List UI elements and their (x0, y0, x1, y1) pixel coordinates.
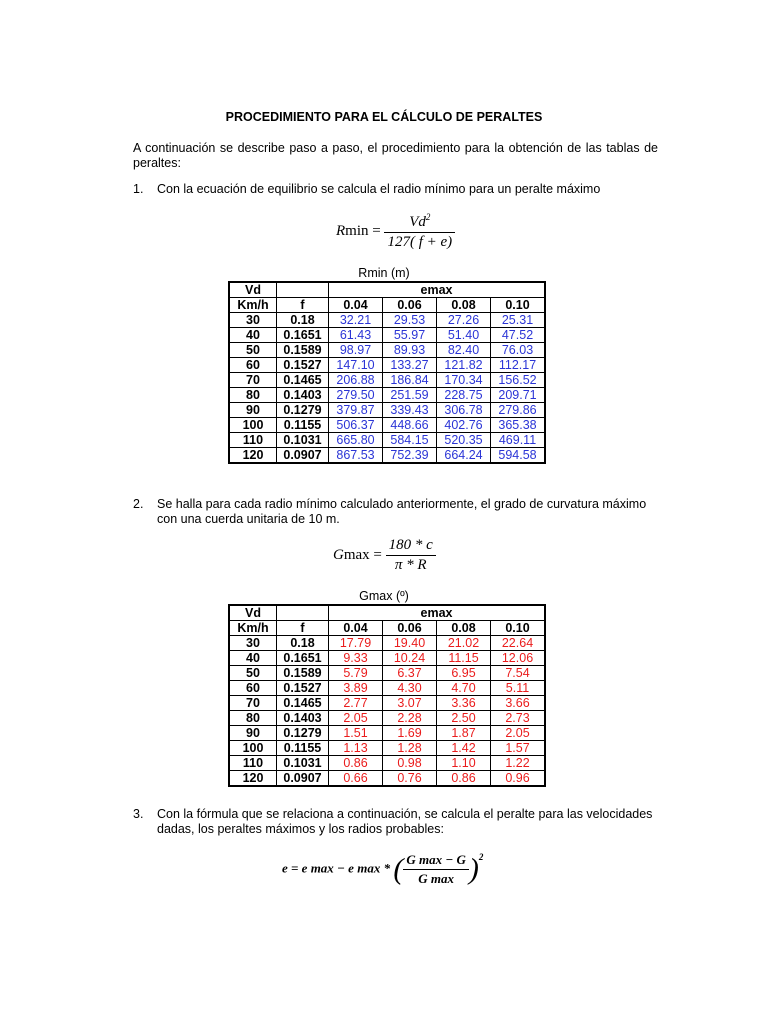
cell-value: 379.87 (329, 403, 383, 418)
cell-value: 19.40 (383, 636, 437, 651)
table1-caption: Rmin (m) (358, 266, 410, 280)
cell-vd: 90 (229, 726, 277, 741)
cell-f: 0.1527 (277, 681, 329, 696)
cell-value: 228.75 (437, 388, 491, 403)
cell-vd: 80 (229, 388, 277, 403)
cell-value: 21.02 (437, 636, 491, 651)
cell-value: 1.42 (437, 741, 491, 756)
header-f: f (277, 298, 329, 313)
header-f: f (277, 621, 329, 636)
header-emax-col: 0.04 (329, 621, 383, 636)
gmax-table-body (229, 636, 545, 787)
cell-value: 665.80 (329, 433, 383, 448)
cell-value: 365.38 (491, 418, 546, 433)
cell-value: 469.11 (491, 433, 546, 448)
formula-gmax (333, 537, 436, 574)
cell-vd: 50 (229, 666, 277, 681)
rmin-table-body (229, 313, 545, 464)
cell-value: 584.15 (383, 433, 437, 448)
cell-value: 0.66 (329, 771, 383, 787)
cell-vd: 110 (229, 433, 277, 448)
cell-value: 6.95 (437, 666, 491, 681)
cell-value: 4.30 (383, 681, 437, 696)
formula-peralte-fraction: $\frac{\text{G max − G}}{\text{G max}}$ (403, 852, 469, 887)
cell-value: 2.50 (437, 711, 491, 726)
cell-value: 3.36 (437, 696, 491, 711)
step-3-text: Con la fórmula que se relaciona a continuación, se calcula el peralte para las velocidades dadas, los peraltes máximos y los radios probables: (157, 807, 653, 836)
cell-value: 306.78 (437, 403, 491, 418)
table-row (229, 418, 545, 433)
table-row (229, 358, 545, 373)
cell-value: 2.28 (383, 711, 437, 726)
cell-value: 752.39 (383, 448, 437, 464)
cell-value: 2.73 (491, 711, 546, 726)
table-row (229, 651, 545, 666)
formula-gmax-lhs: Gmax = (333, 546, 382, 563)
header-blank (277, 605, 329, 621)
table-row (229, 681, 545, 696)
cell-f: 0.1589 (277, 666, 329, 681)
step-1-text: Con la ecuación de equilibrio se calcula el radio mínimo para un peralte máximo (157, 182, 601, 196)
cell-value: 5.79 (329, 666, 383, 681)
cell-f: 0.1031 (277, 756, 329, 771)
header-emax-col: 0.06 (383, 621, 437, 636)
cell-value: 10.24 (383, 651, 437, 666)
formula-peralte: e = e max − e max * ( $\frac{\text{G max − G}}{\text{G max}}$ )$^2$ (282, 852, 484, 886)
cell-value: 7.54 (491, 666, 546, 681)
formula-gmax-fraction: $\frac{180 * c}{\pi * R}$ (386, 537, 436, 574)
cell-value: 448.66 (383, 418, 437, 433)
cell-vd: 30 (229, 313, 277, 328)
header-emax-col: 0.08 (437, 621, 491, 636)
cell-value: 32.21 (329, 313, 383, 328)
cell-value: 339.43 (383, 403, 437, 418)
cell-value: 147.10 (329, 358, 383, 373)
cell-value: 2.77 (329, 696, 383, 711)
cell-value: 27.26 (437, 313, 491, 328)
header-kmh: Km/h (229, 298, 277, 313)
cell-value: 3.07 (383, 696, 437, 711)
cell-vd: 40 (229, 651, 277, 666)
cell-vd: 60 (229, 358, 277, 373)
cell-value: 76.03 (491, 343, 546, 358)
gmax-table (228, 604, 546, 787)
header-emax-col: 0.10 (491, 621, 546, 636)
table-row (229, 756, 545, 771)
cell-value: 206.88 (329, 373, 383, 388)
cell-value: 664.24 (437, 448, 491, 464)
formula-rmin-lhs: Rmin = (336, 222, 381, 239)
table2-caption: Gmax (º) (359, 589, 409, 603)
cell-value: 170.34 (437, 373, 491, 388)
header-emax-col: 0.04 (329, 298, 383, 313)
cell-f: 0.1279 (277, 726, 329, 741)
formula-rmin-fraction: $\frac{Vd^2}{127( f + e)}$ (384, 212, 455, 251)
cell-value: 867.53 (329, 448, 383, 464)
cell-f: 0.1651 (277, 328, 329, 343)
cell-value: 520.35 (437, 433, 491, 448)
cell-value: 11.15 (437, 651, 491, 666)
cell-value: 506.37 (329, 418, 383, 433)
page-title: PROCEDIMIENTO PARA EL CÁLCULO DE PERALTES (225, 110, 543, 124)
table-row (229, 343, 545, 358)
cell-value: 1.51 (329, 726, 383, 741)
cell-value: 1.13 (329, 741, 383, 756)
cell-value: 0.86 (437, 771, 491, 787)
cell-vd: 70 (229, 373, 277, 388)
cell-value: 1.10 (437, 756, 491, 771)
cell-value: 51.40 (437, 328, 491, 343)
cell-value: 9.33 (329, 651, 383, 666)
cell-value: 25.31 (491, 313, 546, 328)
cell-value: 1.28 (383, 741, 437, 756)
cell-value: 4.70 (437, 681, 491, 696)
cell-value: 6.37 (383, 666, 437, 681)
cell-vd: 70 (229, 696, 277, 711)
cell-value: 17.79 (329, 636, 383, 651)
header-emax-col: 0.06 (383, 298, 437, 313)
table-row (229, 666, 545, 681)
cell-value: 594.58 (491, 448, 546, 464)
cell-vd: 110 (229, 756, 277, 771)
cell-value: 1.22 (491, 756, 546, 771)
cell-value: 0.76 (383, 771, 437, 787)
cell-f: 0.1465 (277, 696, 329, 711)
cell-value: 55.97 (383, 328, 437, 343)
table-row (229, 448, 545, 464)
cell-f: 0.0907 (277, 448, 329, 464)
table-row (229, 741, 545, 756)
cell-f: 0.18 (277, 313, 329, 328)
formula-peralte-lhs: e = e max − e max * (282, 860, 391, 876)
cell-vd: 40 (229, 328, 277, 343)
cell-value: 1.69 (383, 726, 437, 741)
cell-value: 22.64 (491, 636, 546, 651)
cell-vd: 100 (229, 418, 277, 433)
header-emax: emax (329, 605, 546, 621)
cell-vd: 60 (229, 681, 277, 696)
cell-value: 5.11 (491, 681, 546, 696)
cell-value: 3.89 (329, 681, 383, 696)
cell-vd: 120 (229, 448, 277, 464)
cell-value: 0.96 (491, 771, 546, 787)
table-row (229, 388, 545, 403)
cell-f: 0.1279 (277, 403, 329, 418)
cell-value: 3.66 (491, 696, 546, 711)
cell-value: 121.82 (437, 358, 491, 373)
formula-rmin (336, 212, 455, 251)
cell-value: 251.59 (383, 388, 437, 403)
cell-value: 98.97 (329, 343, 383, 358)
cell-vd: 90 (229, 403, 277, 418)
table-row (229, 313, 545, 328)
cell-value: 12.06 (491, 651, 546, 666)
cell-f: 0.1527 (277, 358, 329, 373)
cell-vd: 80 (229, 711, 277, 726)
cell-value: 133.27 (383, 358, 437, 373)
table-row (229, 726, 545, 741)
cell-value: 29.53 (383, 313, 437, 328)
cell-value: 61.43 (329, 328, 383, 343)
step-2-number: 2. (133, 497, 144, 511)
cell-f: 0.1403 (277, 711, 329, 726)
table-row (229, 711, 545, 726)
header-vd: Vd (229, 605, 277, 621)
table-row (229, 433, 545, 448)
table-row (229, 403, 545, 418)
cell-value: 89.93 (383, 343, 437, 358)
step-2-text: Se halla para cada radio mínimo calculado anteriormente, el grado de curvatura máximo con una cuerda unitaria de 10 m. (157, 497, 647, 526)
cell-f: 0.1589 (277, 343, 329, 358)
cell-f: 0.1155 (277, 741, 329, 756)
cell-f: 0.1403 (277, 388, 329, 403)
table-row (229, 696, 545, 711)
table-row (229, 771, 545, 787)
cell-value: 112.17 (491, 358, 546, 373)
header-kmh: Km/h (229, 621, 277, 636)
cell-vd: 30 (229, 636, 277, 651)
cell-value: 1.87 (437, 726, 491, 741)
cell-f: 0.1031 (277, 433, 329, 448)
table-row (229, 636, 545, 651)
cell-value: 47.52 (491, 328, 546, 343)
cell-value: 156.52 (491, 373, 546, 388)
cell-f: 0.0907 (277, 771, 329, 787)
cell-value: 82.40 (437, 343, 491, 358)
header-vd: Vd (229, 282, 277, 298)
cell-f: 0.18 (277, 636, 329, 651)
cell-value: 0.86 (329, 756, 383, 771)
cell-f: 0.1465 (277, 373, 329, 388)
rmin-table (228, 281, 546, 464)
cell-value: 2.05 (491, 726, 546, 741)
cell-value: 2.05 (329, 711, 383, 726)
header-emax: emax (329, 282, 546, 298)
table-row (229, 373, 545, 388)
cell-f: 0.1155 (277, 418, 329, 433)
header-blank (277, 282, 329, 298)
cell-f: 0.1651 (277, 651, 329, 666)
cell-value: 0.98 (383, 756, 437, 771)
cell-value: 279.86 (491, 403, 546, 418)
cell-vd: 100 (229, 741, 277, 756)
cell-value: 209.71 (491, 388, 546, 403)
cell-value: 186.84 (383, 373, 437, 388)
header-emax-col: 0.10 (491, 298, 546, 313)
step-1-number: 1. (133, 182, 144, 196)
table-row (229, 328, 545, 343)
intro-paragraph: A continuación se describe paso a paso, el procedimiento para la obtención de las tablas de peraltes: (133, 141, 658, 170)
step-3-number: 3. (133, 807, 144, 821)
cell-value: 402.76 (437, 418, 491, 433)
header-emax-col: 0.08 (437, 298, 491, 313)
cell-vd: 120 (229, 771, 277, 787)
cell-value: 279.50 (329, 388, 383, 403)
cell-value: 1.57 (491, 741, 546, 756)
cell-vd: 50 (229, 343, 277, 358)
